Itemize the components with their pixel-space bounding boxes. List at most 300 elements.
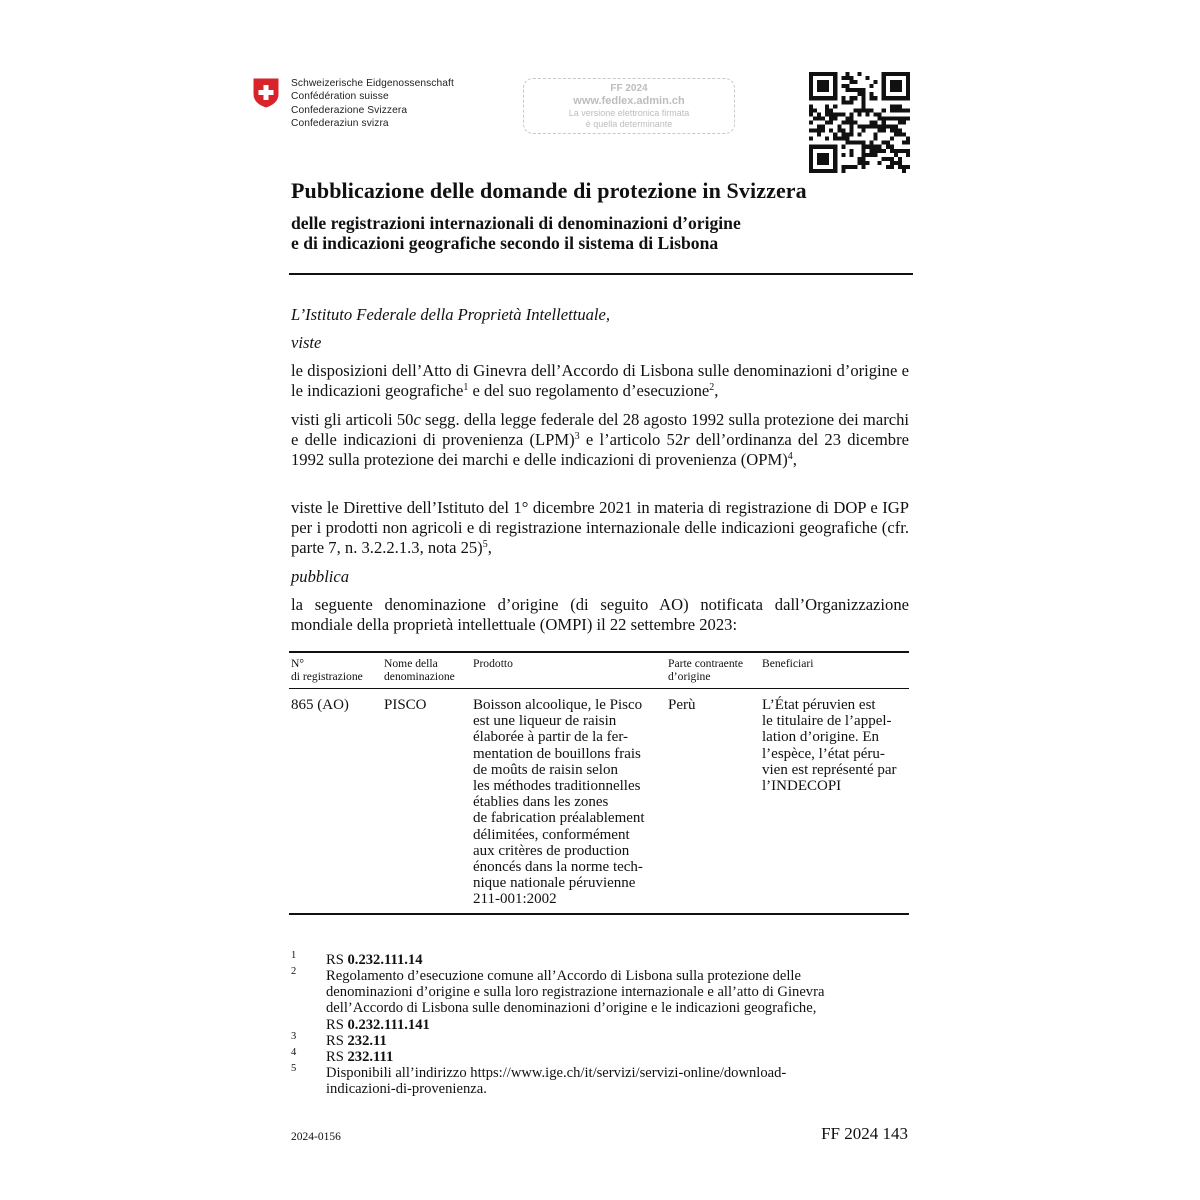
qr-module — [849, 165, 853, 169]
footnote-2-number: 2 — [291, 966, 297, 977]
qr-module — [829, 72, 833, 76]
subtitle-line-2: e di indicazioni geografiche secondo il sistema di Lisbona — [291, 233, 719, 253]
p2-letter-r: r — [683, 430, 690, 449]
footnote-ref-4[interactable]: 4 — [787, 451, 793, 462]
qr-module — [857, 133, 861, 137]
qr-module — [874, 125, 878, 129]
qr-module — [898, 165, 902, 169]
qr-module — [862, 145, 866, 149]
qr-module — [833, 145, 837, 149]
qr-module — [862, 153, 866, 157]
qr-module — [825, 112, 829, 116]
qr-module — [813, 108, 817, 112]
qr-module — [833, 88, 837, 92]
qr-module — [849, 112, 853, 116]
qr-module — [853, 96, 857, 100]
qr-module — [809, 96, 813, 100]
qr-module — [866, 76, 870, 80]
qr-module — [845, 137, 849, 141]
qr-module — [825, 145, 829, 149]
qr-module — [845, 100, 849, 104]
paragraph-4 — [291, 595, 909, 635]
footnote-ref-2[interactable]: 2 — [709, 382, 715, 393]
qr-module — [886, 72, 890, 76]
qr-module — [906, 84, 910, 88]
qr-module — [825, 120, 829, 124]
qr-module — [821, 80, 825, 84]
qr-module — [809, 157, 813, 161]
qr-module — [894, 72, 898, 76]
footnote-5-number: 5 — [291, 1063, 297, 1074]
qr-module — [821, 169, 825, 173]
qr-module — [821, 125, 825, 129]
column-header-contracting-party — [668, 657, 743, 683]
qr-module — [874, 120, 878, 124]
qr-module — [902, 149, 906, 153]
p1-text-b: e del suo regolamento d’esecuzione — [468, 381, 710, 400]
column-header-beneficiaries — [762, 657, 814, 670]
qr-module — [829, 112, 833, 116]
qr-module — [870, 120, 874, 124]
qr-module — [833, 157, 837, 161]
column-header-product — [473, 657, 513, 670]
qr-module — [809, 149, 813, 153]
qr-module — [890, 104, 894, 108]
qr-module — [874, 153, 878, 157]
qr-module — [817, 169, 821, 173]
page-reference: FF 2024 143 — [821, 1124, 908, 1143]
qr-module — [849, 153, 853, 157]
qr-module — [837, 129, 841, 133]
qr-module — [813, 96, 817, 100]
p2-text-b: segg. della legge federale del 28 agosto 1992 sulla protezione dei marchi e delle indicazioni di provenienza (LPM) — [291, 410, 909, 449]
qr-module — [841, 133, 845, 137]
qr-module — [833, 169, 837, 173]
stamp-line-3: La versione elettronica firmata — [568, 108, 690, 118]
beneficiaries-line: le titulaire de l’appel- — [762, 713, 892, 730]
qr-module — [833, 116, 837, 120]
qr-module — [833, 153, 837, 157]
document-subtitle — [291, 213, 741, 253]
qr-module — [833, 165, 837, 169]
qr-module — [829, 129, 833, 133]
qr-module — [882, 108, 886, 112]
qr-module — [890, 165, 894, 169]
footnote-4-reference[interactable]: 232.111 — [347, 1049, 394, 1065]
qr-module — [813, 116, 817, 120]
header-product-line-1: Prodotto — [473, 657, 513, 670]
qr-module — [825, 84, 829, 88]
qr-module — [809, 137, 813, 141]
cell-denomination-name: PISCO — [384, 697, 427, 713]
qr-module — [809, 145, 813, 149]
qr-module — [821, 72, 825, 76]
footnote-3-number: 3 — [291, 1031, 297, 1042]
product-line: de moûts de raisin selon — [473, 761, 618, 778]
p3-text-b: , — [487, 538, 492, 557]
qr-module — [894, 116, 898, 120]
qr-module — [849, 100, 853, 104]
qr-module — [898, 72, 902, 76]
qr-module — [894, 104, 898, 108]
paragraph-3 — [291, 498, 909, 558]
confederation-de: Schweizerische Eidgenossenschaft — [291, 78, 454, 89]
qr-module — [841, 76, 845, 80]
qr-module — [894, 149, 898, 153]
qr-module — [857, 141, 861, 145]
qr-module — [845, 133, 849, 137]
beneficiaries-line: lation d’origine. En — [762, 729, 880, 746]
qr-module — [894, 80, 898, 84]
paragraph-2 — [291, 410, 909, 470]
qr-module — [874, 96, 878, 100]
footnote-3-text — [326, 1033, 387, 1049]
beneficiaries-line: L’État péruvien est — [762, 697, 876, 713]
issuing-authority: L’Istituto Federale della Proprietà Intellettuale, — [291, 305, 611, 324]
p2-letter-c: c — [413, 410, 421, 429]
column-header-name — [384, 657, 455, 683]
table-header-rule — [289, 688, 909, 689]
confederation-it: Confederazione Svizzera — [291, 104, 408, 116]
qr-module — [857, 157, 861, 161]
qr-module — [894, 96, 898, 100]
qr-module — [857, 72, 861, 76]
qr-module — [862, 125, 866, 129]
qr-module — [853, 120, 857, 124]
qr-module — [906, 141, 910, 145]
qr-module — [853, 108, 857, 112]
product-line: les méthodes traditionnelles — [473, 778, 641, 795]
qr-module — [902, 133, 906, 137]
qr-module — [862, 92, 866, 96]
qr-module — [809, 104, 813, 108]
qr-module — [906, 76, 910, 80]
qr-module — [882, 76, 886, 80]
product-line: établies dans les zones — [473, 794, 609, 811]
footnote-ref-3[interactable]: 3 — [574, 431, 580, 442]
qr-module — [825, 169, 829, 173]
qr-module — [890, 157, 894, 161]
qr-module — [841, 112, 845, 116]
product-line: de fabrication préalablement — [473, 810, 645, 827]
qr-module — [817, 80, 821, 84]
qr-module — [862, 165, 866, 169]
qr-module — [817, 133, 821, 137]
qr-module — [833, 161, 837, 165]
qr-module — [906, 92, 910, 96]
swiss-coat-of-arms-icon — [253, 78, 279, 108]
qr-module — [878, 145, 882, 149]
qr-module — [809, 92, 813, 96]
qr-module — [886, 145, 890, 149]
qr-module — [878, 129, 882, 133]
qr-module — [882, 84, 886, 88]
product-line: élaborée à partir de la fer- — [473, 729, 629, 746]
qr-module — [866, 112, 870, 116]
qr-module — [874, 145, 878, 149]
table-bottom-rule — [289, 913, 909, 915]
qr-module — [902, 108, 906, 112]
qr-module — [841, 145, 845, 149]
footnote-2-line: denominazioni d’origine e sulla loro registrazione internazionale e all’atto di Ginevra — [326, 984, 825, 1001]
qr-module — [809, 108, 813, 112]
qr-module — [874, 112, 878, 116]
qr-module — [837, 125, 841, 129]
qr-module — [882, 125, 886, 129]
p1-text-a: le disposizioni dell’Atto di Ginevra dell’Accordo di Lisbona sulle denominazioni d’origine e le indicazioni geografiche — [291, 361, 909, 400]
qr-module — [898, 96, 902, 100]
qr-module — [882, 157, 886, 161]
p3-text-a: viste le Direttive dell’Istituto del 1° dicembre 2021 in materia di registrazione di DOP e IGP per i prodotti non agricoli e di registrazione internazionale delle indicazioni geografiche (cfr. parte 7, n. 3.2.2.1.3, nota 25) — [291, 498, 909, 557]
qr-module — [817, 129, 821, 133]
footnote-1-prefix: RS — [326, 952, 348, 968]
viste-label: viste — [291, 333, 322, 352]
qr-module — [809, 84, 813, 88]
qr-module — [825, 88, 829, 92]
table-top-rule — [289, 651, 909, 653]
qr-module — [837, 137, 841, 141]
qr-module — [870, 153, 874, 157]
qr-module — [857, 112, 861, 116]
beneficiaries-line: l’INDECOPI — [762, 778, 842, 795]
qr-module — [853, 165, 857, 169]
title-divider — [289, 273, 913, 275]
qr-module — [821, 116, 825, 120]
qr-module — [890, 137, 894, 141]
qr-module — [890, 80, 894, 84]
footnote-1-text — [326, 952, 423, 968]
footnote-ref-5[interactable]: 5 — [482, 539, 488, 550]
qr-module — [902, 141, 906, 145]
p2-text-c: e l’articolo 52 — [579, 430, 684, 449]
qr-module — [878, 161, 882, 165]
qr-module — [809, 76, 813, 80]
qr-module — [870, 84, 874, 88]
qr-module — [894, 108, 898, 112]
footnote-2-text — [326, 968, 824, 1033]
qr-module — [874, 133, 878, 137]
qr-module — [870, 149, 874, 153]
p2-text-d: dell’ordinanza del 23 dicembre 1992 sulla protezione dei marchi e delle indicazioni di provenienza (OPM) — [291, 430, 909, 469]
beneficiaries-line: l’espèce, l’état péru- — [762, 745, 885, 762]
qr-module — [825, 72, 829, 76]
qr-module — [898, 116, 902, 120]
qr-module — [845, 72, 849, 76]
cell-beneficiaries — [762, 697, 897, 794]
product-line: aux critères de production — [473, 842, 630, 859]
qr-module — [845, 84, 849, 88]
qr-module — [809, 129, 813, 133]
qr-module — [833, 76, 837, 80]
qr-module — [809, 165, 813, 169]
qr-module — [821, 96, 825, 100]
qr-module — [849, 149, 853, 153]
qr-module — [841, 169, 845, 173]
qr-module — [870, 125, 874, 129]
qr-module — [870, 145, 874, 149]
qr-module — [817, 72, 821, 76]
qr-module — [849, 80, 853, 84]
qr-module — [890, 84, 894, 88]
header-name-line-1: Nome della — [384, 657, 438, 670]
qr-module — [862, 129, 866, 133]
qr-module — [841, 165, 845, 169]
qr-module — [833, 149, 837, 153]
qr-module — [866, 153, 870, 157]
header-num-line-2: di registrazione — [291, 670, 363, 683]
qr-module — [882, 120, 886, 124]
qr-module — [902, 120, 906, 124]
pubblica-label: pubblica — [291, 567, 350, 586]
footnote-1-reference[interactable]: 0.232.111.14 — [347, 952, 423, 968]
qr-module — [849, 133, 853, 137]
qr-module — [821, 84, 825, 88]
qr-module — [882, 96, 886, 100]
qr-module — [906, 96, 910, 100]
qr-module — [817, 157, 821, 161]
qr-module — [841, 100, 845, 104]
qr-module — [845, 120, 849, 124]
footnote-3-prefix: RS — [326, 1033, 348, 1049]
qr-module — [866, 161, 870, 165]
confederation-fr: Confédération suisse — [291, 91, 389, 103]
qr-module — [882, 141, 886, 145]
qr-module — [849, 125, 853, 129]
qr-module — [890, 88, 894, 92]
qr-module — [821, 161, 825, 165]
beneficiaries-line: vien est représenté par — [762, 761, 897, 778]
qr-module — [853, 88, 857, 92]
qr-module — [898, 161, 902, 165]
qr-module — [886, 116, 890, 120]
qr-module — [833, 104, 837, 108]
qr-module — [845, 88, 849, 92]
footnote-4-prefix: RS — [326, 1049, 348, 1065]
qr-module — [878, 125, 882, 129]
footnote-ref-1[interactable]: 1 — [463, 382, 469, 393]
qr-module — [862, 104, 866, 108]
qr-module — [849, 96, 853, 100]
qr-module — [817, 116, 821, 120]
qr-module — [906, 153, 910, 157]
qr-module — [862, 100, 866, 104]
qr-module — [829, 108, 833, 112]
cell-registration-number: 865 (AO) — [291, 697, 349, 713]
subtitle-line-1: delle registrazioni internazionali di denominazioni d’origine — [291, 213, 741, 233]
qr-module — [862, 149, 866, 153]
qr-module — [874, 137, 878, 141]
qr-module — [886, 141, 890, 145]
qr-module — [821, 129, 825, 133]
qr-module — [813, 129, 817, 133]
qr-module — [870, 141, 874, 145]
qr-module — [878, 149, 882, 153]
qr-module — [817, 153, 821, 157]
qr-module — [862, 88, 866, 92]
qr-module — [898, 157, 902, 161]
qr-module — [890, 108, 894, 112]
qr-module — [862, 161, 866, 165]
qr-module — [894, 84, 898, 88]
qr-module — [890, 116, 894, 120]
qr-module — [906, 108, 910, 112]
qr-module — [829, 116, 833, 120]
qr-module — [841, 84, 845, 88]
qr-module — [809, 72, 813, 76]
qr-module — [886, 96, 890, 100]
qr-module — [829, 145, 833, 149]
qr-module — [890, 125, 894, 129]
qr-module — [809, 88, 813, 92]
footnote-4-text — [326, 1049, 393, 1065]
qr-module — [809, 153, 813, 157]
confederation-rm: Confederaziun svizra — [291, 118, 389, 130]
qr-module — [817, 112, 821, 116]
qr-module — [898, 120, 902, 124]
qr-module — [906, 137, 910, 141]
footnote-2-reference[interactable]: 0.232.111.141 — [347, 1016, 430, 1033]
qr-module — [817, 145, 821, 149]
qr-module — [862, 96, 866, 100]
qr-module — [894, 88, 898, 92]
qr-module — [849, 120, 853, 124]
footnote-3-reference[interactable]: 232.11 — [347, 1033, 387, 1049]
footnote-1-number: 1 — [291, 950, 297, 961]
qr-module — [829, 120, 833, 124]
document-number: 2024-0156 — [291, 1131, 341, 1143]
p1-text-c: , — [714, 381, 719, 400]
qr-module — [894, 133, 898, 137]
qr-module — [878, 116, 882, 120]
product-line: nique nationale péruvienne — [473, 875, 636, 892]
qr-module — [866, 145, 870, 149]
product-line: Boisson alcoolique, le Pisco — [473, 697, 643, 713]
qr-module — [833, 137, 837, 141]
qr-module — [825, 108, 829, 112]
footnote-5-line[interactable]: indicazioni-di-provenienza. — [326, 1081, 487, 1098]
qr-module — [894, 153, 898, 157]
footnote-5-line[interactable]: Disponibili all’indirizzo https://www.ige.ch/it/servizi/servizi-online/download- — [326, 1065, 787, 1081]
qr-module — [821, 88, 825, 92]
qr-module — [886, 157, 890, 161]
qr-module — [817, 161, 821, 165]
qr-module — [906, 88, 910, 92]
qr-module — [886, 165, 890, 169]
qr-module — [890, 96, 894, 100]
qr-module — [870, 108, 874, 112]
document-title: Pubblicazione delle domande di protezione in Svizzera — [291, 178, 807, 203]
qr-module — [833, 96, 837, 100]
product-line: est une liqueur de raisin — [473, 713, 617, 730]
qr-module — [902, 169, 906, 173]
qr-module — [829, 96, 833, 100]
qr-module — [898, 149, 902, 153]
product-line: 211-001:2002 — [473, 891, 557, 908]
qr-module — [857, 161, 861, 165]
qr-module — [817, 88, 821, 92]
qr-module — [862, 141, 866, 145]
qr-module — [862, 108, 866, 112]
qr-module — [874, 80, 878, 84]
qr-module — [882, 88, 886, 92]
qr-module — [849, 116, 853, 120]
stamp-line-1: FF 2024 — [610, 83, 648, 94]
qr-module — [833, 84, 837, 88]
qr-module — [841, 120, 845, 124]
qr-module — [849, 141, 853, 145]
footnote-5-text — [326, 1065, 786, 1097]
qr-module — [853, 80, 857, 84]
